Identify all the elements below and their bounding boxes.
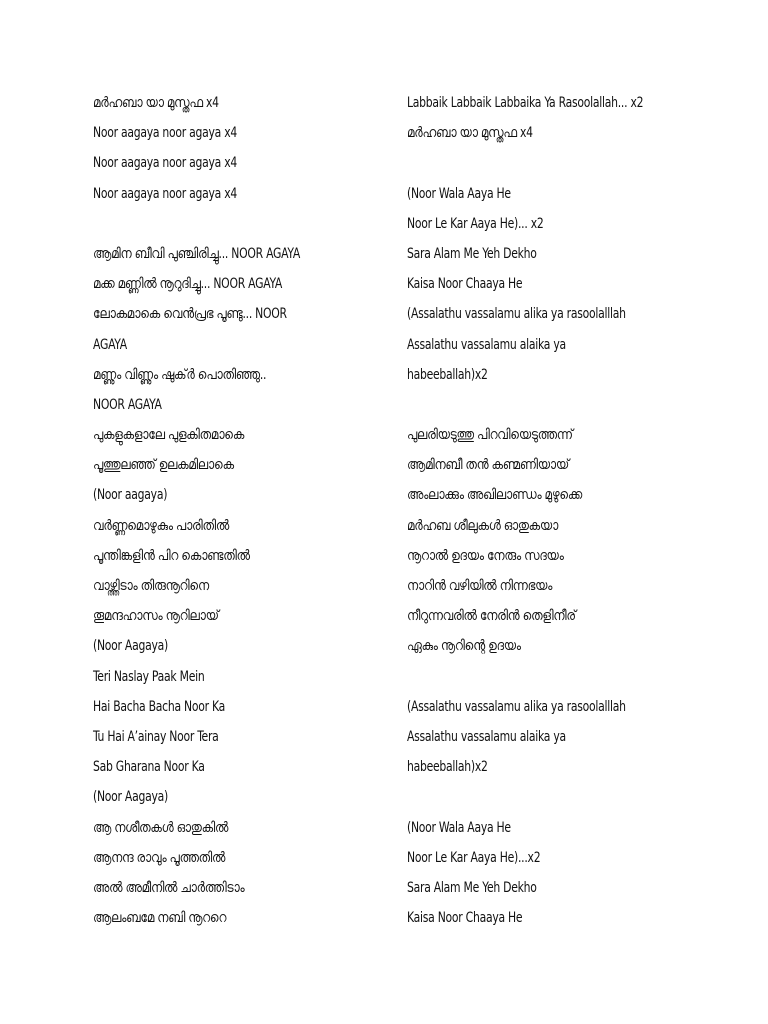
lyrics-right-column <box>407 88 707 933</box>
lyric-line: Labbaik Labbaik Labbaika Ya Rasoolallah... x2 <box>407 95 644 111</box>
lyric-line: Noor aagaya noor agaya x4 <box>93 185 238 202</box>
lyric-line: Assalathu vassalamu alaika ya <box>407 336 566 353</box>
lyric-line: മർഹബാ യാ മുസ്തഫ x4 <box>407 125 533 142</box>
lyric-line: ആമിന ബീവി പുഞ്ചിരിച്ചു... NOOR AGAYA <box>93 245 300 262</box>
lyric-line: ഏകും നൂറിന്റെ ഉദയം <box>407 638 521 655</box>
lyric-line: (Noor aagaya) <box>93 487 168 504</box>
lyric-line: (Assalathu vassalamu alika ya rasoolalllah <box>407 306 626 323</box>
blank-line <box>93 209 393 239</box>
lyric-line: ആമിനബീ തൻ കണ്മണിയായ് <box>407 457 569 474</box>
lyric-line: പുകളുകളാലേ പുളകിതമാകെ <box>93 427 245 444</box>
lyric-line: (Assalathu vassalamu alika ya rasoolalllah <box>407 698 626 715</box>
lyric-line: NOOR AGAYA <box>93 396 162 413</box>
lyric-line: പൂത്തുലഞ്ഞ് ഉലകമിലാകെ <box>93 457 234 474</box>
blank-line <box>407 148 707 178</box>
lyric-line: Teri Naslay Paak Mein <box>93 668 205 685</box>
lyric-line: Noor Le Kar Aaya He)...x2 <box>407 849 541 866</box>
lyric-line: അംലാക്കും അഖിലാണ്ഡം മുഴുക്കെ <box>407 487 583 504</box>
lyric-line: മക്ക മണ്ണിൽ നൂറുദിച്ചു... NOOR AGAYA <box>93 276 283 293</box>
lyric-line: Hai Bacha Bacha Noor Ka <box>93 698 226 715</box>
lyric-line: Assalathu vassalamu alaika ya <box>407 728 566 745</box>
blank-line <box>407 782 707 812</box>
lyric-line: Sara Alam Me Yeh Dekho <box>407 245 537 262</box>
lyric-line: വർണ്ണമൊഴുകും പാരിതിൽ <box>93 517 230 534</box>
lyric-line: Sab Gharana Noor Ka <box>93 759 205 776</box>
lyric-line: Noor aagaya noor agaya x4 <box>93 125 238 142</box>
lyric-line: പൂന്തിങ്കളിൻ പിറ കൊണ്ടതിൽ <box>93 547 250 564</box>
lyric-line: നീറുന്നവരിൽ നേരിൻ തെളിനീര് <box>407 608 576 625</box>
lyric-line: നാറിൻ വഴിയിൽ നിന്നഭയം <box>407 578 553 594</box>
lyric-line: (Noor Aagaya) <box>93 638 168 655</box>
lyric-line: Noor aagaya noor agaya x4 <box>93 155 238 172</box>
lyric-line: habeeballah)x2 <box>407 366 488 383</box>
lyric-line: Tu Hai A’ainay Noor Tera <box>93 728 219 745</box>
lyric-line: (Noor Wala Aaya He <box>407 819 511 836</box>
blank-line <box>407 390 707 420</box>
lyric-line: AGAYA <box>93 336 127 353</box>
lyric-line: Sara Alam Me Yeh Dekho <box>407 879 537 896</box>
lyric-line: habeeballah)x2 <box>407 759 488 776</box>
lyric-line: ആനന്ദ രാവും പൂത്തതിൽ <box>93 849 226 866</box>
lyric-line: ലോകമാകെ വെൻപ്രഭ പൂണ്ടു... NOOR <box>93 306 287 323</box>
lyric-line: Kaisa Noor Chaaya He <box>407 276 523 293</box>
lyrics-left-column <box>93 88 393 933</box>
lyric-line: മർഹബ ശീലുകൾ ഓതുകയാ <box>407 517 559 534</box>
blank-line <box>407 662 707 692</box>
lyric-line: തൂമന്ദഹാസം നൂറിലായ് <box>93 608 219 625</box>
lyric-line: Kaisa Noor Chaaya He <box>407 910 523 927</box>
lyric-line: Noor Le Kar Aaya He)... x2 <box>407 215 544 232</box>
lyric-line: മണ്ണും വിണ്ണും ഷുക്ർ പൊതിഞ്ഞു.. <box>93 366 267 383</box>
lyric-line: അൽ അമീനിൽ ചാർത്തിടാം <box>93 879 245 896</box>
lyric-line: (Noor Wala Aaya He <box>407 185 511 202</box>
lyric-line: നൂറാൽ ഉദയം നേരും സദയം <box>407 547 564 564</box>
lyric-line: ആ നശീതകൾ ഓതുകിൽ <box>93 819 229 836</box>
lyric-line: ആലംബമേ നബി നൂററെ <box>93 910 227 927</box>
lyric-line: മർഹബാ യാ മുസ്തഫ x4 <box>93 95 219 111</box>
lyric-line: വാഴ്ത്തിടാം തിരുനൂറിനെ <box>93 578 209 594</box>
lyric-line: (Noor Aagaya) <box>93 789 168 806</box>
lyric-line: പുലരിയടുത്തു പിറവിയെടുത്തന്ന് <box>407 427 573 444</box>
